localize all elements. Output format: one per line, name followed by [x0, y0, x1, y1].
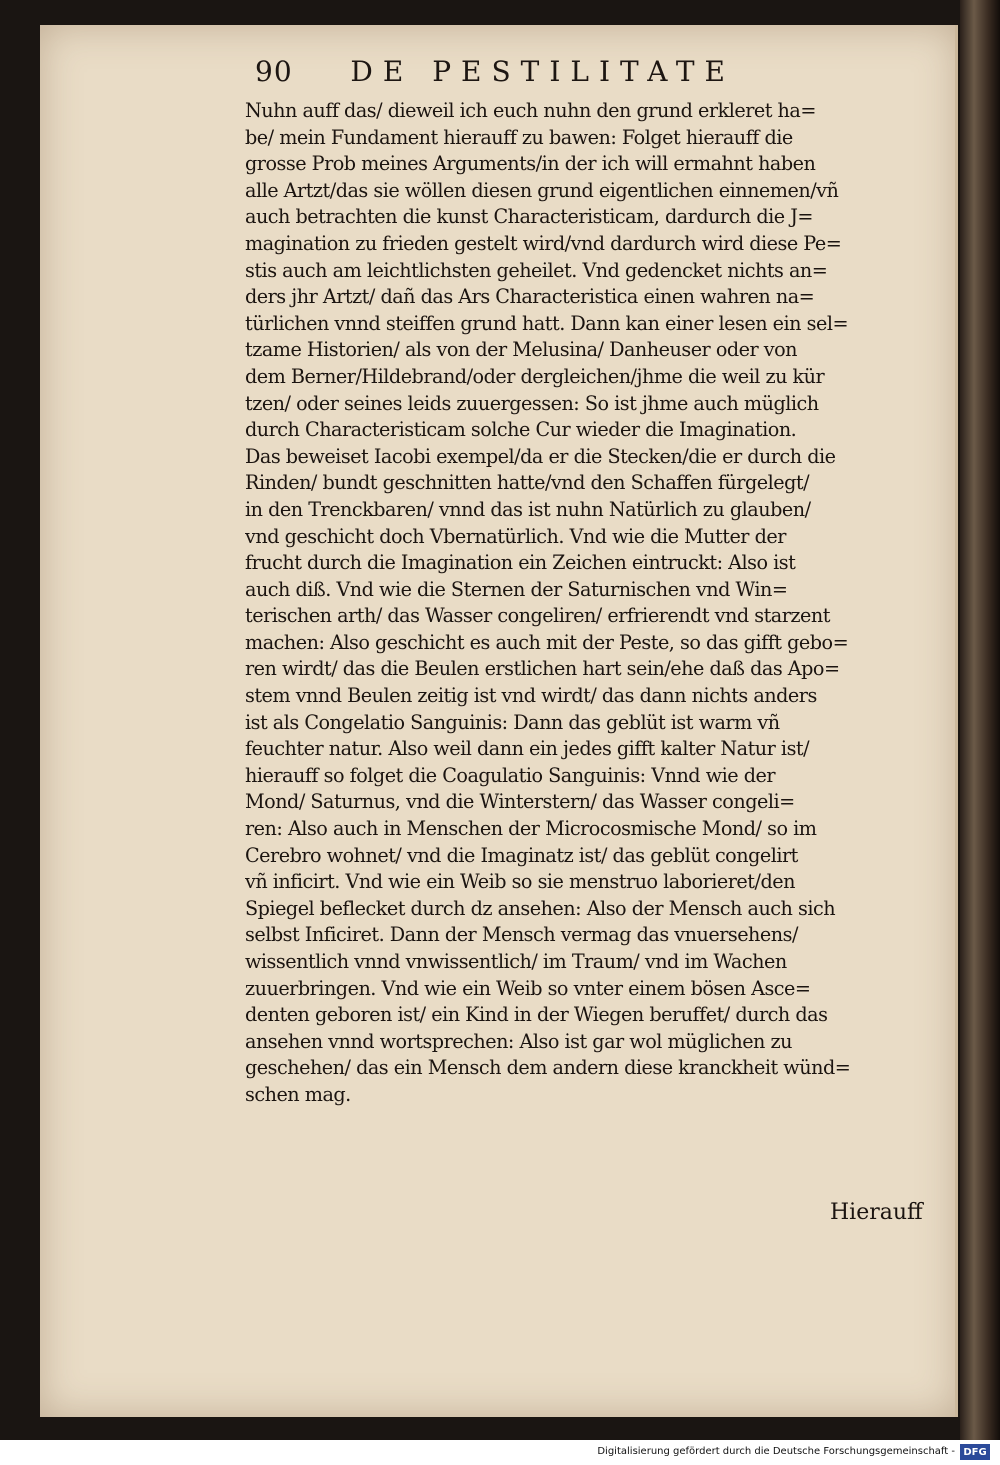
text-line: dem Berner/Hildebrand/oder dergleichen/jhme die weil zu kür — [245, 364, 825, 388]
text-line: ist als Congelatio Sanguinis: Dann das geblüt ist warm vñ — [245, 710, 780, 734]
text-line: Cerebro wohnet/ vnd die Imaginatz ist/ das geblüt congelirt — [245, 843, 798, 867]
text-line: Mond/ Saturnus, vnd die Winterstern/ das Wasser congeli= — [245, 790, 795, 814]
text-line: vñ inficirt. Vnd wie ein Weib so sie menstruo laborieret/den — [245, 870, 795, 894]
text-line: ren: Also auch in Menschen der Microcosmische Mond/ so im — [245, 817, 817, 841]
text-line: Rinden/ bundt geschnitten hatte/vnd den Schaffen fürgelegt/ — [245, 471, 810, 495]
text-line: auch diß. Vnd wie die Sternen der Saturnischen vnd Win= — [245, 577, 788, 601]
text-line: feuchter natur. Also weil dann ein jedes gifft kalter Natur ist/ — [245, 737, 810, 761]
text-line: zuuerbringen. Vnd wie ein Weib so vnter einem bösen Asce= — [245, 976, 811, 1000]
text-line: auch betrachten die kunst Characteristicam, dardurch die J= — [245, 205, 813, 229]
text-line: stem vnnd Beulen zeitig ist vnd wirdt/ das dann nichts anders — [245, 684, 817, 708]
text-line: tzen/ oder seines leids zuuergessen: So ist jhme auch müglich — [245, 391, 819, 415]
text-line: in den Trenckbaren/ vnnd das ist nuhn Natürlich zu glauben/ — [245, 497, 811, 521]
text-line: alle Artzt/das sie wöllen diesen grund eigentlichen einnemen/vñ — [245, 178, 839, 202]
footer-bar — [0, 1440, 1000, 1465]
text-line: be/ mein Fundament hierauff zu bawen: Folget hierauff die — [245, 125, 793, 149]
body-text — [245, 98, 890, 1109]
text-line: frucht durch die Imagination ein Zeichen eintruckt: Also ist — [245, 551, 796, 575]
page-header — [255, 55, 735, 95]
funding-credit: Digitalisierung gefördert durch die Deutsche Forschungsgemeinschaft - — [597, 1446, 955, 1457]
text-line: machen: Also geschicht es auch mit der Peste, so das gifft gebo= — [245, 630, 849, 654]
running-title: DE PESTILITATE — [350, 55, 735, 88]
page-edge — [955, 25, 958, 1417]
page-number: 90 — [255, 55, 293, 88]
text-line: selbst Inficiret. Dann der Mensch vermag das vnuersehens/ — [245, 923, 798, 947]
text-line: hierauff so folget die Coagulatio Sanguinis: Vnnd wie der — [245, 763, 776, 787]
text-line: ansehen vnnd wortsprechen: Also ist gar wol müglichen zu — [245, 1029, 792, 1053]
catchword: Hierauff — [830, 1200, 923, 1225]
text-line: tzame Historien/ als von der Melusina/ Danheuser oder von — [245, 338, 798, 362]
text-line: schen mag. — [245, 1082, 351, 1106]
text-line: durch Characteristicam solche Cur wieder die Imagination. — [245, 418, 797, 442]
text-line: ders jhr Artzt/ dañ das Ars Characteristica einen wahren na= — [245, 285, 815, 309]
text-line: ren wirdt/ das die Beulen erstlichen hart sein/ehe daß das Apo= — [245, 657, 840, 681]
text-line: denten geboren ist/ ein Kind in der Wiegen beruffet/ durch das — [245, 1003, 828, 1027]
book-spine — [960, 0, 1000, 1440]
text-line: wissentlich vnnd vnwissentlich/ im Traum/ vnd im Wachen — [245, 950, 787, 973]
text-line: grosse Prob meines Arguments/in der ich will ermahnt haben — [245, 152, 816, 176]
text-line: türlichen vnnd steiffen grund hatt. Dann kan einer lesen ein sel= — [245, 311, 849, 335]
text-line: geschehen/ das ein Mensch dem andern diese kranckheit wünd= — [245, 1056, 851, 1080]
text-line: magination zu frieden gestelt wird/vnd dardurch wird diese Pe= — [245, 231, 842, 255]
dfg-logo: DFG — [960, 1444, 990, 1460]
text-line: terischen arth/ das Wasser congeliren/ erfrierendt vnd starzent — [245, 604, 830, 628]
text-line: Das beweiset Iacobi exempel/da er die Stecken/die er durch die — [245, 444, 836, 468]
text-line: vnd geschicht doch Vbernatürlich. Vnd wie die Mutter der — [245, 524, 786, 548]
text-line: stis auch am leichtlichsten geheilet. Vnd gedencket nichts an= — [245, 258, 828, 282]
text-line: Spiegel beflecket durch dz ansehen: Also der Mensch auch sich — [245, 896, 836, 920]
text-line: Nuhn auff das/ dieweil ich euch nuhn den grund erkleret ha= — [245, 99, 816, 122]
